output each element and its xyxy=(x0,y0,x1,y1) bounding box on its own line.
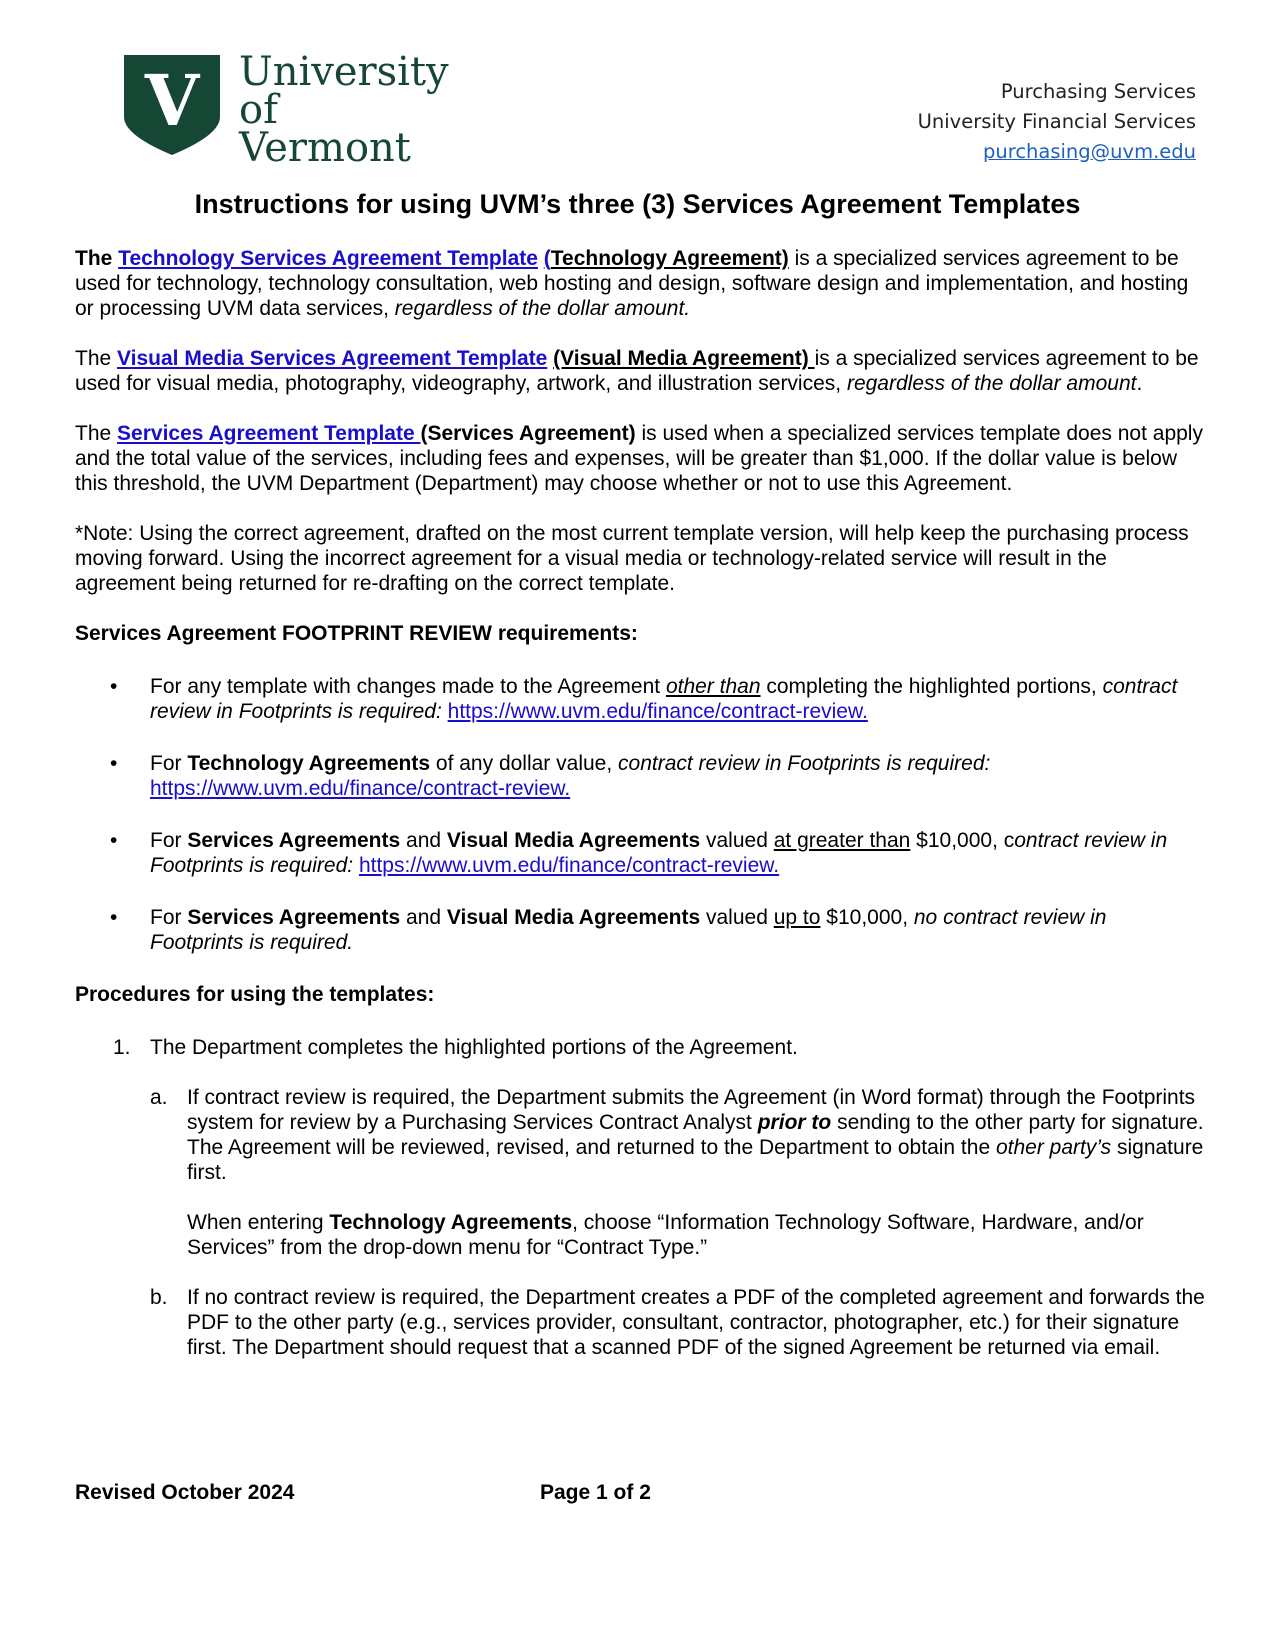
text-span: Technology Agreements xyxy=(329,1211,573,1234)
text-span: The xyxy=(75,422,118,445)
list-item xyxy=(75,674,1205,724)
text-span: . xyxy=(1136,372,1143,395)
text-span: completing the highlighted portions, xyxy=(760,675,1103,698)
footprint-requirements-list xyxy=(75,674,1205,955)
text-span: other party’s xyxy=(995,1136,1112,1159)
bullet-icon: • xyxy=(110,829,118,852)
sub-step-letter: b. xyxy=(150,1286,168,1309)
text-span: prior to xyxy=(757,1111,832,1134)
paragraph-visual-media-agreement xyxy=(75,346,1205,396)
text-span: contract review in Footprints is required: xyxy=(618,752,991,775)
list-item xyxy=(75,751,1205,801)
sub-step-b-text: If no contract review is required, the Department creates a PDF of the completed agreement and forwards the PDF to the other party (e.g., services provider, consultant, contractor, photographer, etc.) for their signature first. The Department should request that a scanned PDF of the signed Agreement be returned via email. xyxy=(187,1286,1205,1359)
text-span: Services Agreements xyxy=(187,829,401,852)
text-span: and xyxy=(400,906,447,929)
technology-entry-note xyxy=(187,1210,1205,1260)
document-body xyxy=(75,246,1205,1385)
text-span: Visual Media Agreements xyxy=(446,906,701,929)
bullet-icon: • xyxy=(110,675,118,698)
text-span: valued xyxy=(700,829,774,852)
text-span: Services Agreements xyxy=(187,906,401,929)
text-span: Visual Media Agreements xyxy=(446,829,701,852)
list-item xyxy=(150,1285,1205,1360)
text-span: and xyxy=(400,829,447,852)
visual-media-agreement-label: (Visual Media Agreement) xyxy=(553,347,815,370)
procedures-heading: Procedures for using the templates: xyxy=(75,983,435,1006)
shield-logo-icon xyxy=(124,55,220,155)
text-span: is a specialized services agreement to be used for technology, technology consultation, web hosting and design, software design and implementation, and hosting or processing UVM data services, xyxy=(75,247,1189,320)
logo-line-2: of Vermont xyxy=(239,87,411,171)
text-span: $10,000, c xyxy=(910,829,1015,852)
text-span: ontract review in Footprints is required: xyxy=(150,829,1168,877)
text-span: other than xyxy=(665,675,761,698)
paragraph-technology-agreement xyxy=(75,246,1205,321)
text-span: up to xyxy=(773,906,821,929)
paragraph-services-agreement xyxy=(75,421,1205,496)
sub-step-a-text xyxy=(187,1085,1205,1185)
technology-agreement-label: Technology Agreement) xyxy=(550,247,789,270)
text-span: For xyxy=(150,752,188,775)
department-name: Purchasing Services xyxy=(1000,80,1196,103)
text-span: , choose “Information Technology Software, Hardware, and/or Services” from the drop-down menu for “Contract Type.” xyxy=(187,1211,1144,1259)
text-span: signature first. xyxy=(187,1136,1204,1184)
text-span: $10,000, xyxy=(820,906,914,929)
sub-step-letter: a. xyxy=(150,1086,168,1109)
text-span: is used when a specialized services template does not apply and the total value of the services, including fees and expenses, will be greater than $1,000. If the dollar value is below this threshold, the UVM Department (Department) may choose whether or not to use this Agreement. xyxy=(75,422,1203,495)
text-span: regardless of the dollar amount xyxy=(846,372,1137,395)
text-span: sending to the other party for signature. The Agreement will be reviewed, revised, and returned to the Department to obtain the xyxy=(187,1111,1204,1159)
contact-block xyxy=(918,77,1196,167)
page-number: Page 1 of 2 xyxy=(540,1481,651,1504)
footprint-review-heading: Services Agreement FOOTPRINT REVIEW requirements: xyxy=(75,622,638,645)
text-span: The xyxy=(75,347,118,370)
list-item xyxy=(150,1085,1205,1260)
text-span: contract review in Footprints is required: xyxy=(150,675,1178,723)
text-span: Technology Agreements xyxy=(187,752,431,775)
sub-steps-list xyxy=(150,1085,1205,1360)
text-span: When entering xyxy=(187,1211,330,1234)
shield-letter: V xyxy=(144,59,200,142)
text-span: The xyxy=(75,247,119,270)
text-span: no contract review in Footprints is required. xyxy=(150,906,1107,954)
office-name: University Financial Services xyxy=(917,110,1196,133)
text-span: regardless of the dollar amount. xyxy=(394,297,691,320)
text-span: For xyxy=(150,829,188,852)
page-title: Instructions for using UVM’s three (3) Services Agreement Templates xyxy=(194,189,1081,219)
services-template-link[interactable]: Services Agreement Template xyxy=(117,422,421,445)
services-agreement-label: (Services Agreement) xyxy=(420,422,636,445)
bullet-icon: • xyxy=(110,752,118,775)
visual-media-template-link[interactable]: Visual Media Services Agreement Template xyxy=(117,347,548,370)
logo-line-1: University xyxy=(239,49,449,95)
uvm-logo xyxy=(124,49,454,171)
contract-review-link[interactable]: https://www.uvm.edu/finance/contract-review. xyxy=(358,854,780,877)
logo-wordmark xyxy=(239,49,454,171)
technology-template-link[interactable]: Technology Services Agreement Template xyxy=(118,247,538,270)
text-span: at greater than xyxy=(773,829,911,852)
text-span: valued xyxy=(700,906,774,929)
text-span: For any template with changes made to the Agreement xyxy=(150,675,666,698)
text-span: of any dollar value, xyxy=(430,752,619,775)
note-paragraph: *Note: Using the correct agreement, drafted on the most current template version, will help keep the purchasing process moving forward. Using the incorrect agreement for a visual media or technology-related service will result in the agreement being returned for re-drafting on the correct template. xyxy=(75,522,1189,595)
step-text: The Department completes the highlighted portions of the Agreement. xyxy=(150,1036,798,1059)
procedures-list xyxy=(75,1035,1205,1360)
bullet-icon: • xyxy=(110,906,118,929)
step-number: 1. xyxy=(113,1036,131,1059)
text-span: is a specialized services agreement to be used for visual media, photography, videography, artwork, and illustration services, xyxy=(75,347,1199,395)
contract-review-link[interactable]: https://www.uvm.edu/finance/contract-review. xyxy=(150,777,571,800)
revised-date: Revised October 2024 xyxy=(75,1481,295,1504)
list-item xyxy=(75,1035,1205,1360)
contact-email-link[interactable]: purchasing@uvm.edu xyxy=(983,140,1196,163)
text-span: If contract review is required, the Department submits the Agreement (in Word format) through the Footprints system for review by a Purchasing Services Contract Analyst xyxy=(187,1086,1196,1134)
list-item xyxy=(75,905,1205,955)
paren-link[interactable]: ( xyxy=(543,247,551,270)
contract-review-link[interactable]: https://www.uvm.edu/finance/contract-review. xyxy=(447,700,868,723)
text-span: For xyxy=(150,906,188,929)
list-item xyxy=(75,828,1205,878)
